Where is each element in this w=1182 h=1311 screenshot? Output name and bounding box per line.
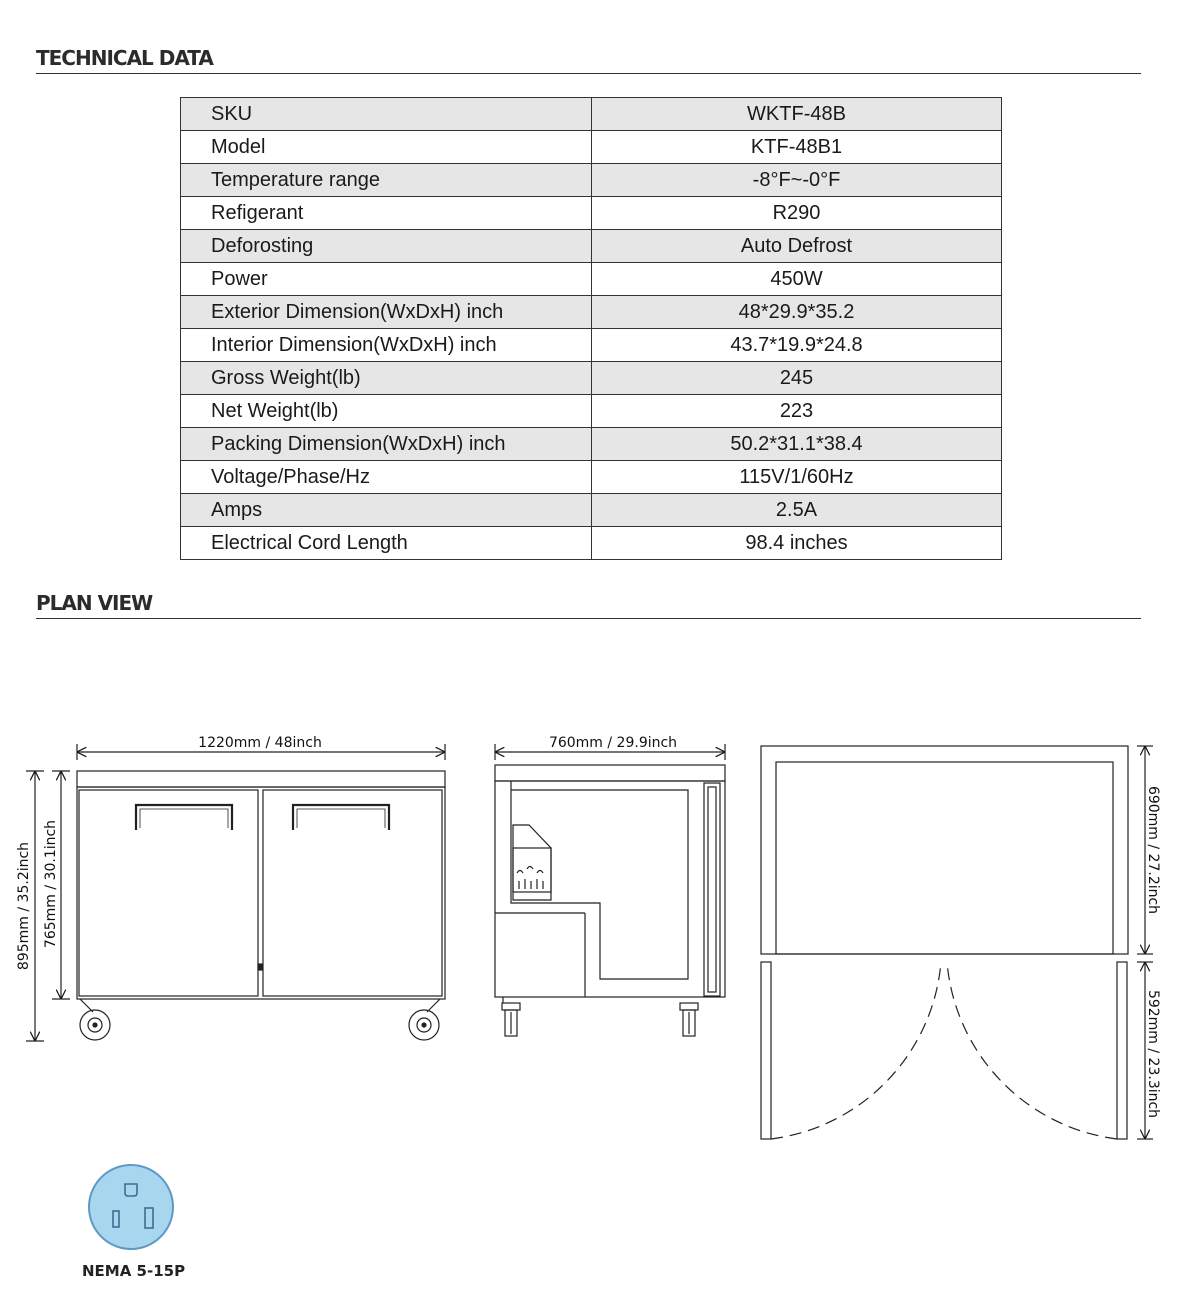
plug-label: NEMA 5-15P: [82, 1262, 186, 1280]
side-depth-label: 760mm / 29.9inch: [548, 735, 678, 751]
side-view-drawing: [495, 744, 725, 1036]
spec-label: Electrical Cord Length: [181, 527, 592, 560]
spec-label: Deforosting: [181, 230, 592, 263]
spec-label: Amps: [181, 494, 592, 527]
spec-value: Auto Defrost: [592, 230, 1002, 263]
spec-label: Refigerant: [181, 197, 592, 230]
door-swing-label: 592mm / 23.3inch: [1145, 989, 1161, 1119]
spec-value: 48*29.9*35.2: [592, 296, 1002, 329]
spec-label: SKU: [181, 98, 592, 131]
spec-value: R290: [592, 197, 1002, 230]
spec-label: Power: [181, 263, 592, 296]
spec-value: 223: [592, 395, 1002, 428]
spec-value: 50.2*31.1*38.4: [592, 428, 1002, 461]
body-height-label: 765mm / 30.1inch: [43, 819, 59, 949]
spec-label: Voltage/Phase/Hz: [181, 461, 592, 494]
top-view-drawing: [761, 746, 1153, 1139]
spec-label: Exterior Dimension(WxDxH) inch: [181, 296, 592, 329]
technical-data-title: TECHNICAL DATA: [36, 46, 213, 70]
spec-value: KTF-48B1: [592, 131, 1002, 164]
spec-value: 2.5A: [592, 494, 1002, 527]
top-depth-label: 690mm / 27.2inch: [1145, 785, 1161, 915]
spec-label: Net Weight(lb): [181, 395, 592, 428]
spec-label: Gross Weight(lb): [181, 362, 592, 395]
spec-label: Temperature range: [181, 164, 592, 197]
total-height-label: 895mm / 35.2inch: [16, 841, 32, 971]
spec-label: Model: [181, 131, 592, 164]
spec-value: 43.7*19.9*24.8: [592, 329, 1002, 362]
nema-plug-icon: [88, 1164, 174, 1250]
spec-label: Packing Dimension(WxDxH) inch: [181, 428, 592, 461]
plan-view-title: PLAN VIEW: [36, 591, 153, 615]
spec-value: 98.4 inches: [592, 527, 1002, 560]
spec-label: Interior Dimension(WxDxH) inch: [181, 329, 592, 362]
spec-value: WKTF-48B: [592, 98, 1002, 131]
spec-value: -8°F~-0°F: [592, 164, 1002, 197]
spec-value: 115V/1/60Hz: [592, 461, 1002, 494]
front-width-label: 1220mm / 48inch: [198, 735, 322, 751]
spec-value: 245: [592, 362, 1002, 395]
spec-value: 450W: [592, 263, 1002, 296]
front-view-drawing: [26, 744, 445, 1041]
